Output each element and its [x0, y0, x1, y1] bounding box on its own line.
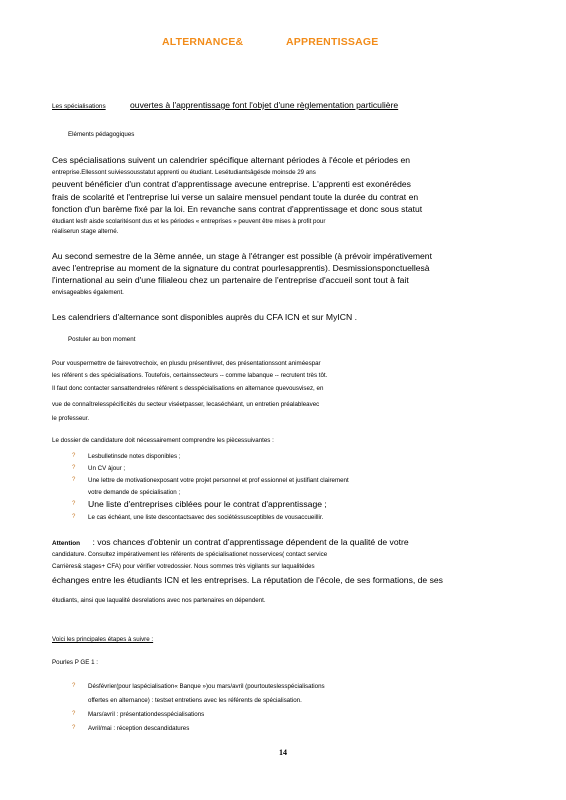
para4-line1: Pour vouspermettre de fairevotrechoix, en plusdu présentlivret, des présentationssont animéespar: [52, 360, 321, 367]
bullet-icon: ?: [72, 453, 76, 459]
bullet-icon: ?: [72, 683, 76, 689]
attention-line2: candidature. Consultez impérativement les référents de spécialisationet nosservices( contact service: [52, 551, 328, 558]
para2-line1: Au second semestre de la 3ème année, un stage à l'étranger est possible (à prévoir impérativement: [52, 251, 432, 261]
attention-label: Attention: [52, 540, 81, 547]
page-number: 14: [279, 748, 287, 757]
para4-line2: les référent s des spécialisations. Toutefois, certainssecteurs -- comme labanque -- recrutent très tôt.: [52, 372, 328, 379]
bullet-icon: ?: [72, 501, 76, 507]
para1-line6: étudiant lesfr aisde scolaritésont dus et les périodes « entreprises » peuvent être mises à profit pour: [52, 218, 326, 225]
para2-line3: l'international au sein d'une filialeou chez un partenaire de l'entreprise d'accueil sont tout à fait: [52, 275, 409, 285]
para1-line1: Ces spécialisations suivent un calendrier spécifique alternant périodes à l'école et périodes en: [52, 155, 411, 165]
para1-line3: peuvent bénéficier d'un contrat d'apprentissage avecune entreprise. L'apprenti est exonérédes: [52, 179, 411, 189]
dossier-item: Un CV àjour ;: [88, 465, 126, 472]
para1-line4: frais de scolarité et l'entreprise lui verse un salaire mensuel pendant toute la durée du contrat en: [52, 192, 419, 202]
header-title-left: ALTERNANCE&: [162, 36, 244, 48]
para1-line7: réaliserun stage alterné.: [52, 228, 119, 235]
step-item: Avril/mai : réception descandidatures: [88, 725, 190, 732]
attention-line1: Attention : vos chances d'obtenir un contrat d'apprentissage dépendent de la qualité de votre: [52, 537, 409, 547]
attention-line5: étudiants, ainsi que laqualité desrelations avec nos partenaires en dépendent.: [52, 597, 266, 604]
para2-line4: envisageables également.: [52, 289, 124, 296]
para4-line5: le professeur.: [52, 415, 90, 422]
para4-line4: vue de connaîtrelesspécificités du secteur viséetpasser, lecaséchéant, un entretien préalableavec: [52, 401, 320, 408]
attention-line3: Carrières& stages+ CFA) pour vérifier votredossier. Nous sommes très vigilants sur laqualitédes: [52, 563, 315, 570]
dossier-item: Une liste d'entreprises ciblées pour le contrat d'apprentissage ;: [88, 499, 327, 509]
dossier-item: Une lettre de motivationexposant votre projet personnel et prof essionnel et justifiant clairement: [88, 477, 349, 484]
para2-line2: avec l'entreprise au moment de la signature du contrat pourlesapprentis). Desmissionsponctuellesà: [52, 263, 430, 273]
bullet-icon: ?: [72, 477, 76, 483]
intro-line: [52, 100, 522, 110]
dossier-intro: Le dossier de candidature doit nécessairement comprendre les piècessuivantes :: [52, 437, 274, 444]
para3-line1: Les calendriers d'alternance sont disponibles auprès du CFA ICN et sur MyICN .: [52, 312, 357, 322]
para1-line5: fonction d'un barème fixé par la loi. En revanche sans contrat d'apprentissage et donc sous statut: [52, 204, 423, 214]
para4-line3: Il faut donc contacter sansattendreles référent s desspécialisations en alternance quevousvisez, en: [52, 385, 324, 392]
bullet-icon: ?: [72, 725, 76, 731]
section-heading-postuler: Postuler au bon moment: [68, 336, 136, 343]
step-item: Mars/avril : présentationdesspécialisations: [88, 711, 205, 718]
steps-group-label: Pourles P GE 1 :: [52, 659, 98, 666]
bullet-icon: ?: [72, 465, 76, 471]
intro-small: Les spécialisations: [52, 103, 106, 110]
dossier-item: Le cas échéant, une liste descontactsavec des sociétéssusceptibles de vousaccueillir.: [88, 514, 324, 521]
section-heading-elements: Eléments pédagogiques: [68, 131, 135, 138]
step-item-continued: offertes en alternance) : testset entretiens avec les référents de spécialisation.: [88, 697, 302, 704]
bullet-icon: ?: [72, 711, 76, 717]
attention-line4: échanges entre les étudiants ICN et les entreprises. La réputation de l'école, de ses formations, de ses: [52, 575, 443, 585]
dossier-item: Lesbulletinsde notes disponibles ;: [88, 453, 181, 460]
step-item: Désfévrier(pour laspécialisation« Banque »)ou mars/avril (pourtouteslesspécialisations: [88, 683, 325, 690]
para1-line2: entreprise.Ellessont suiviessousstatut apprenti ou étudiant. Lesétudiantsâgésde moinsde 29 ans: [52, 169, 316, 176]
bullet-icon: ?: [72, 514, 76, 520]
dossier-item-continued: votre demande de spécialisation ;: [88, 489, 181, 496]
steps-heading: Voici les principales étapes à suivre :: [52, 636, 154, 643]
header-title-right: APPRENTISSAGE: [286, 36, 379, 48]
intro-large: ouvertes à l'apprentissage font l'objet d'une règlementation particulière: [130, 100, 399, 110]
